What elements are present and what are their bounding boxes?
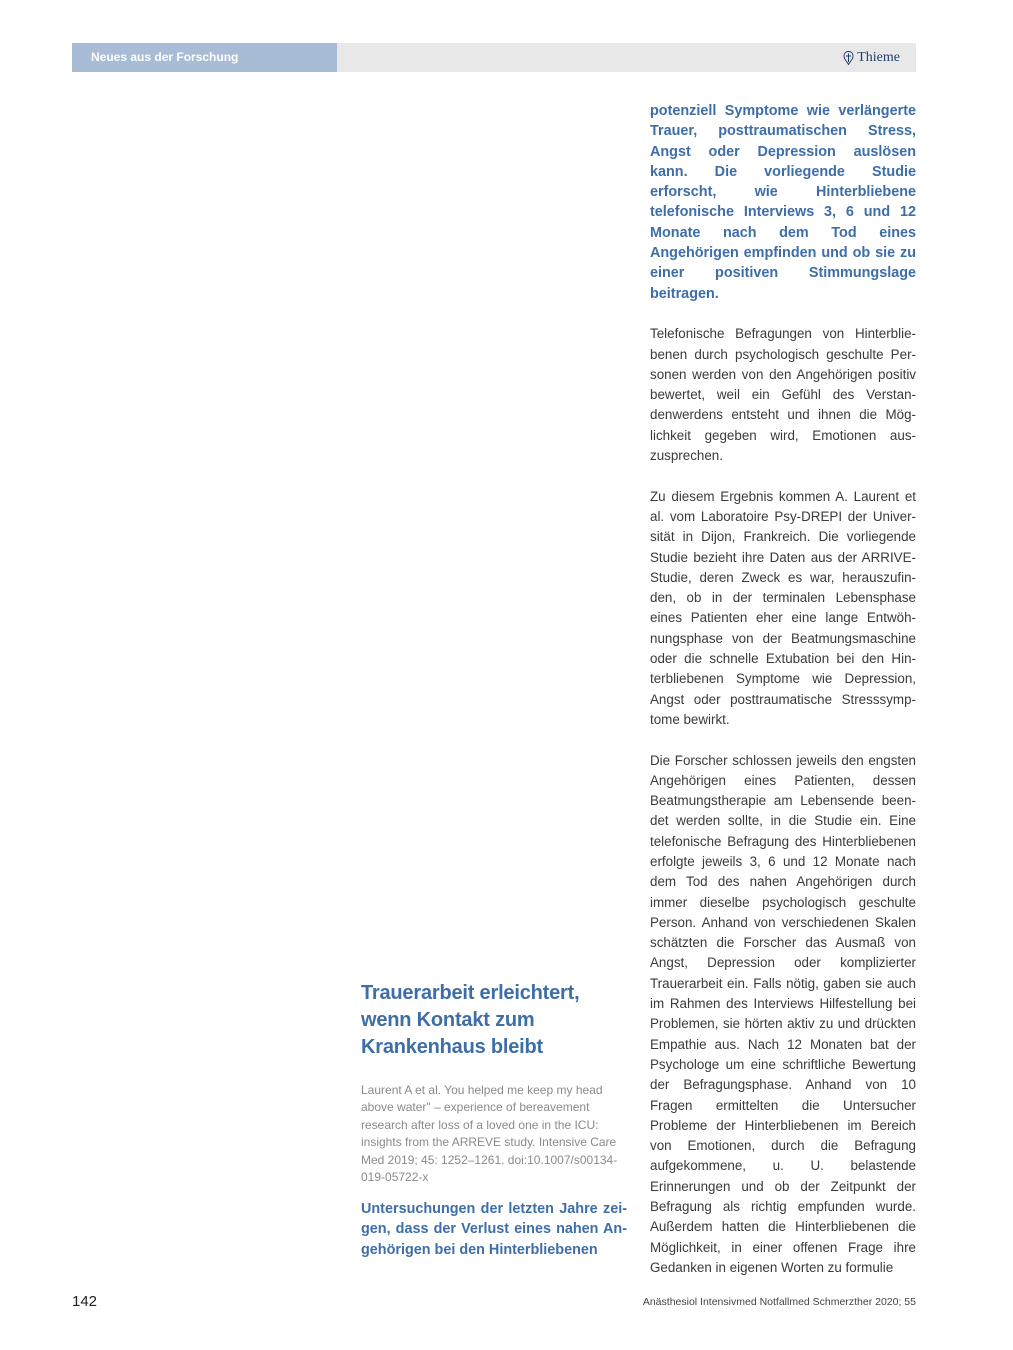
page-number: 142 [72,1293,98,1310]
body-paragraph: Zu diesem Ergebnis kommen A. Laurent et al. vom Laboratoire Psy-DREPI der Universität in Dijon, Frankreich. Die vorliegende Studie bezieht ihre Daten aus der ARRIVE-Studie, deren Zweck es war, herauszufinden, ob in der terminalen Lebensphase eines Patienten eher eine lange Entwöhnungsphase von der Beatmungsmaschine oder die schnelle Extubation bei den Hinterbliebenen Symptome wie Depression, Angst oder posttraumatische Stresssymptome bewirkt. [650,488,916,727]
publisher-logo [843,43,900,72]
article-title: Trauerarbeit erleichtert, wenn Kontakt zum Krankenhaus bleibt [361,982,580,1058]
article-citation: Laurent A et al. You helped me keep my head above water" – experience of bereavement research after loss of a loved one in the ICU: insights from the ARREVE study. Intensive Care Med 2019; 45: 1252–1261. doi:10.1007/s00134-019-05722-x [361,1083,618,1185]
body-paragraph: Die Forscher schlossen jeweils den engsten Angehörigen eines Patienten, dessen Beatmungstherapie am Lebensende beendet werden sollte, in die Studie ein. Eine telefonische Befragung des Hinterbliebenen erfolgte jeweils 3, 6 und 12 Monate nach dem Tod des nahen Angehörigen durch immer dieselbe psychologisch geschulte Person. Anhand von verschiedenen Skalen schätzten die Forscher das Ausmaß von Angst, Depression oder komplizierter Trauerarbeit ein. Falls nötig, gaben sie auch im Rahmen des Interviews Hilfestellung bei Problemen, sie hörten aktiv zu und drückten Empathie aus. Nach 12 Monaten bat der Psychologe um eine schriftliche Bewertung der Befragungsphase. Anhand von 10 Fragen ermittelten die Untersucher Probleme der Hinterbliebenen im Bereich von Emotionen, durch die Befragung aufgekommene, u. U. belastende Erinnerungen und ob der Zeitpunkt der Befragung als richtig empfunden wurde. Außerdem hatten die Hinterbliebenen die Möglichkeit, in einer offenen Frage ihre Gedanken in eigenen Worten zu formulie [650,752,916,1275]
page-header [72,43,916,72]
body-paragraph: Telefonische Befragungen von Hinterbliebenen durch psychologisch geschulte Personen werden von den Angehörigen positiv bewertet, weil ein Gefühl des Verstandenwerdens entsteht und ihnen die Möglichkeit gegeben wird, Emotionen auszusprechen. [650,326,916,464]
thieme-emblem-icon [843,51,854,65]
lead-continuation: potenziell Symptome wie verlängerte Trauer, posttraumatischen Stress, Angst oder Depression auslösen kann. Die vorliegende Studie erforscht, wie Hinterbliebene telefonische Interviews 3, 6 und 12 Monate nach dem Tod eines Angehörigen empfinden und ob sie zu einer positiven Stimmungslage beitragen. [650,103,916,302]
section-label: Neues aus der Forschung [72,43,337,72]
article-body-column [650,101,916,1299]
publisher-name: Thieme [857,50,900,65]
journal-reference: Anästhesiol Intensivmed Notfallmed Schmerzther 2020; 55 [642,1296,916,1308]
article-teaser: Untersuchungen der letzten Jahre zeigen, dass der Verlust eines nahen Angehörigen bei den Hinterbliebenen [361,1201,627,1258]
